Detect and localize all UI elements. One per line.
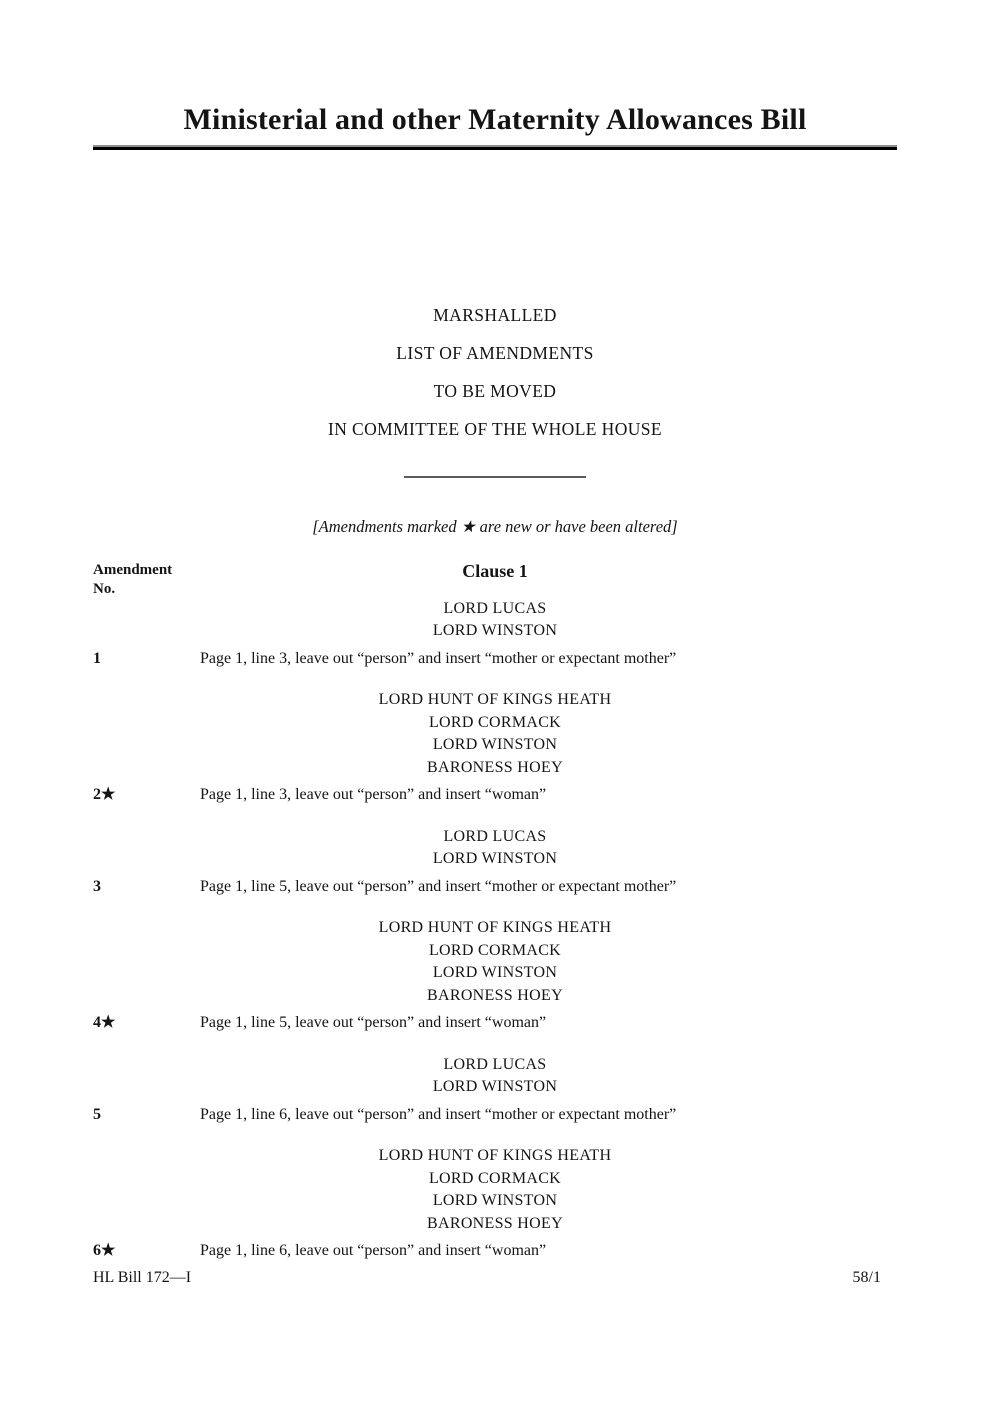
section-divider-rule (404, 476, 586, 478)
sponsor-name: LORD CORMACK (428, 713, 562, 731)
sponsor-name: LORD WINSTON (432, 736, 558, 753)
sponsor-name: LORD CORMACK (428, 1169, 562, 1187)
amendment-number: 1 (93, 649, 101, 667)
amendment-number: 6★ (93, 1242, 116, 1259)
amendment-row (93, 1104, 897, 1127)
sponsor-name: LORD LUCAS (443, 599, 547, 617)
amendment-row (93, 876, 897, 899)
document-heading-block (93, 296, 897, 448)
heading-line-to-be-moved: TO BE MOVED (433, 380, 557, 401)
sponsor-name: LORD CORMACK (428, 941, 562, 959)
bill-reference: HL Bill 172—I (93, 1268, 192, 1286)
heading-line-committee: IN COMMITTEE OF THE WHOLE HOUSE (327, 418, 663, 439)
page-footer (93, 1267, 897, 1289)
bill-title: Ministerial and other Maternity Allowances Bill (183, 103, 807, 136)
sponsor-name: LORD WINSTON (432, 622, 558, 639)
sponsor-list (93, 1145, 897, 1235)
amendment-number: 5 (93, 1105, 101, 1123)
amendment-number: 3 (93, 877, 101, 895)
sponsor-list (93, 689, 897, 779)
sponsor-name: LORD WINSTON (432, 1192, 558, 1209)
title-double-rule (93, 145, 897, 150)
amendment-number: 2★ (93, 786, 116, 803)
sponsor-name: LORD HUNT OF KINGS HEATH (378, 691, 612, 708)
clause-header-row (93, 560, 897, 597)
amendment-number: 4★ (93, 1014, 116, 1031)
sponsor-name: LORD WINSTON (432, 850, 558, 867)
heading-line-marshalled: MARSHALLED (433, 304, 557, 325)
sponsor-name: BARONESS HOEY (427, 986, 563, 1004)
amendment-no-label-line1: Amendment (93, 561, 173, 578)
amendment-text: Page 1, line 6, leave out “person” and insert “mother or expectant mother” (200, 1105, 677, 1123)
sponsor-name: LORD LUCAS (443, 827, 547, 845)
sponsor-name: BARONESS HOEY (427, 758, 563, 776)
running-number: 58/1 (852, 1268, 881, 1286)
amendment-text: Page 1, line 6, leave out “person” and insert “woman” (200, 1242, 547, 1259)
sponsor-name: BARONESS HOEY (427, 1214, 563, 1232)
sponsor-list (93, 917, 897, 1007)
sponsor-name: LORD WINSTON (432, 964, 558, 981)
amendment-row (93, 648, 897, 671)
sponsor-name: LORD HUNT OF KINGS HEATH (378, 1147, 612, 1164)
amendment-row (93, 1012, 897, 1035)
sponsor-name: LORD HUNT OF KINGS HEATH (378, 919, 612, 936)
amendment-text: Page 1, line 5, leave out “person” and insert “woman” (200, 1014, 547, 1031)
sponsor-list (93, 598, 897, 643)
sponsor-list (93, 826, 897, 871)
amendment-text: Page 1, line 3, leave out “person” and insert “mother or expectant mother” (200, 649, 677, 667)
amendment-no-column-label (93, 561, 172, 599)
amendment-no-label-line2: No. (93, 580, 116, 597)
sponsor-list (93, 1054, 897, 1099)
sponsor-name: LORD WINSTON (432, 1078, 558, 1095)
heading-line-list-of-amendments: LIST OF AMENDMENTS (396, 342, 594, 363)
amendment-text: Page 1, line 5, leave out “person” and insert “mother or expectant mother” (200, 877, 677, 895)
amendment-text: Page 1, line 3, leave out “person” and insert “woman” (200, 786, 547, 803)
sponsor-name: LORD LUCAS (443, 1055, 547, 1073)
amendment-row (93, 1240, 897, 1263)
clause-heading: Clause 1 (462, 560, 528, 581)
amendment-row (93, 784, 897, 807)
amendments-marked-notice: [Amendments marked ★ are new or have been altered] (312, 516, 678, 536)
